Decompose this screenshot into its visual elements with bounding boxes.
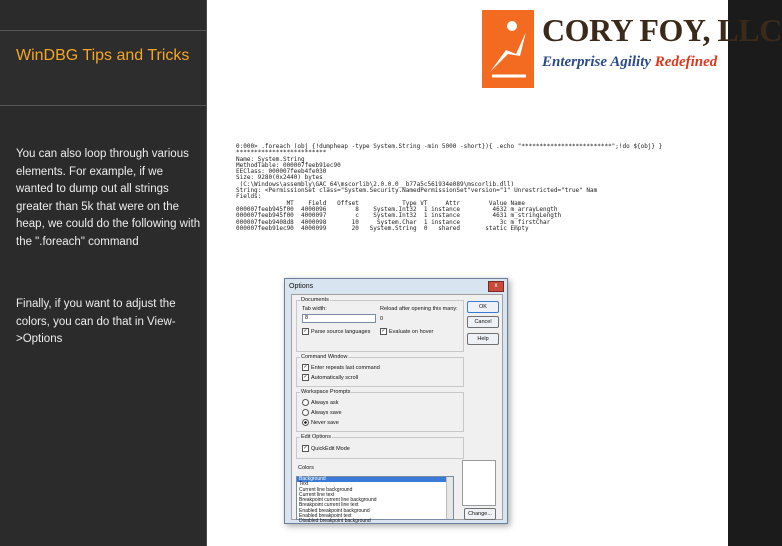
dialog-body [291,294,503,525]
console-line: Size: 9280(0x2440) bytes [236,174,323,182]
slide-title: WinDBG Tips and Tricks [16,47,190,64]
never-save-label: Never save [311,419,339,426]
console-line: MethodTable: 000007feeb91ec90 [236,161,341,169]
list-item[interactable]: Enabled breakpoint text [299,513,352,520]
auto-scroll-label: Automatically scroll [311,374,359,381]
list-item[interactable]: Text [299,481,309,488]
enter-repeats-checkbox[interactable] [302,364,380,371]
edit-options-label: Edit Options [301,434,331,440]
workspace-prompts-label: Workspace Prompts [301,389,351,395]
paragraph-foreach: You can also loop through various elements. For example, if we wanted to dump out all strings greater than 5k that were on the heap, we could do the following with the ".foreach" command [16,148,201,248]
windbg-console-output [236,144,710,240]
logo-tagline [542,54,717,71]
documents-group-label: Documents [301,297,329,303]
list-item[interactable]: Breakpoint current line background [299,497,377,504]
console-line: 000007feeb9408d8 4000098 10 System.Char 1 instance 3c m_firstChar [236,218,551,226]
checkbox-icon: ✓ [303,445,308,451]
checkbox-icon: ✓ [303,364,308,370]
always-save-label: Always save [311,409,342,416]
paragraph-options: Finally, if you want to adjust the colors, you can do that in View->Options [16,298,176,345]
parse-source-label: Parse source languages [311,328,371,335]
list-item[interactable]: Background [297,477,453,482]
auto-scroll-checkbox[interactable] [302,374,358,381]
radio-selected-icon [302,419,309,426]
logo-tagline-accent: Redefined [654,54,718,70]
radio-icon [302,399,309,406]
console-line: 000007feeb945f00 4000096 8 System.Int32 1 instance 4632 m_arrayLength [236,205,558,213]
list-item[interactable]: Enabled breakpoint background [299,507,370,514]
never-save-radio[interactable] [302,419,339,426]
change-color-button[interactable]: Change... [464,508,496,520]
logo-company-name: CORY FOY, LLC [542,12,782,48]
console-line: ************************* [236,149,327,157]
always-ask-radio[interactable] [302,399,339,406]
console-line: EEClass: 000007feeb4fe030 [236,168,327,176]
title-band [0,30,206,106]
colors-listbox[interactable] [296,476,454,525]
checkbox-icon: ✓ [381,328,386,334]
evaluate-hover-label: Evaluate on hover [389,328,434,335]
quickedit-label: QuickEdit Mode [311,445,350,452]
checkbox-icon: ✓ [303,374,308,380]
console-line: 000007feeb945f00 4000097 c System.Int32 1 instance 4631 m_stringLength [236,212,562,220]
reload-label: Reload after opening this many: [380,306,458,312]
console-line: MT Field Offset Type VT Attr Value Name [236,199,525,207]
colors-scrollbar[interactable] [446,477,453,519]
console-line: (C:\Windows\assembly\GAC_64\mscorlib\2.0.0.0__b77a5c561934e089\mscorlib.dll) [236,180,515,188]
reload-value: 0 [380,316,384,322]
console-line: String: <PermissionSet class="System.Security.NamedPermissionSet"version="1" Unrestricted="true" Nam [236,187,598,195]
console-line: 000007feeb91ec90 4000099 20 System.String 0 shared static Empty [236,224,529,232]
parse-source-checkbox[interactable] [302,328,370,335]
tab-width-input[interactable]: 8 [302,314,376,323]
console-line: Fields: [236,193,262,201]
company-logo [482,8,782,90]
list-item[interactable]: Current line text [299,491,335,498]
color-preview-swatch [462,460,496,506]
console-line: Name: System.String [236,155,305,163]
dialog-caption: Options [289,283,314,290]
list-item[interactable]: Breakpoint current line text [299,502,359,509]
cancel-button[interactable]: Cancel [467,316,499,328]
enter-repeats-label: Enter repeats last command [311,364,380,371]
tab-width-label: Tab width: [302,306,327,312]
help-button[interactable]: Help [467,333,499,345]
colors-label: Colors [298,465,314,471]
radio-icon [302,409,309,416]
ok-button[interactable]: OK [467,301,499,313]
quickedit-checkbox[interactable] [302,445,350,452]
logo-tagline-main: Enterprise Agility [542,54,652,70]
options-dialog [284,278,508,524]
checkbox-icon: ✓ [303,328,308,334]
console-line: 0:000> .foreach (obj {!dumpheap -type System.String -min 5000 -short}){ .echo "*************************";!do ${obj} } [236,143,663,150]
list-item[interactable]: Disabled breakpoint background [299,518,371,525]
always-save-radio[interactable] [302,409,342,416]
command-window-group [296,354,464,387]
evaluate-hover-checkbox[interactable] [380,328,433,335]
command-window-label: Command Window [301,354,348,360]
list-item[interactable]: Current line background [299,486,353,493]
logo-mark-icon [482,10,534,88]
dialog-close-button[interactable]: x [488,281,504,292]
always-ask-label: Always ask [311,399,339,406]
